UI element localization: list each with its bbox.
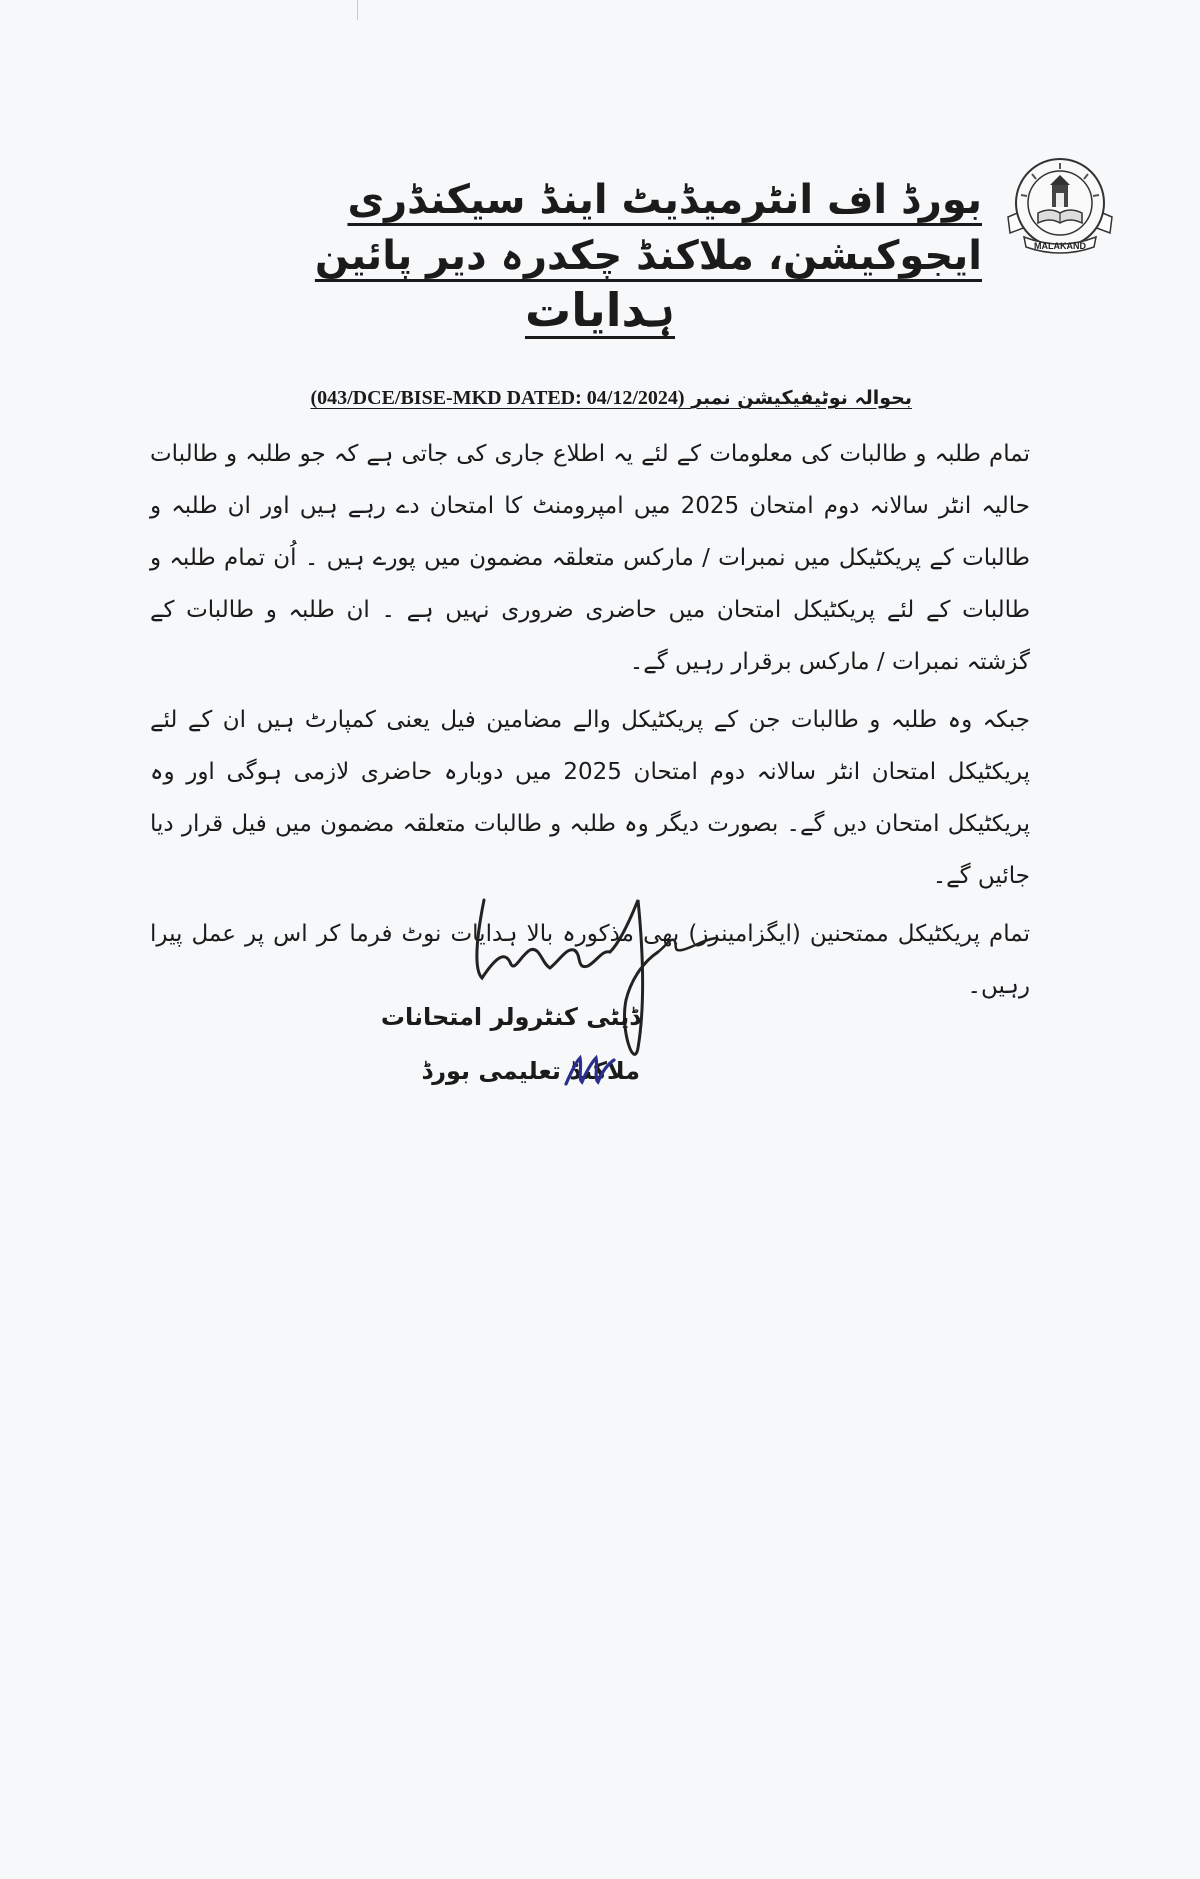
signatory-office: ملاکنڈ تعلیمی بورڈ <box>421 1057 640 1085</box>
logo-text: MALAKAND <box>1034 241 1086 251</box>
board-title: بورڈ اف انٹرمیڈیٹ اینڈ سیکنڈری ایجوکیشن، ملاکنڈ چکدرہ دیر پائین <box>314 177 982 279</box>
fold-line <box>357 0 358 20</box>
notice-paragraph-3: تمام پریکٹیکل ممتحنین (ایگزامینرز) بھی مذکورہ بالا ہدایات نوٹ فرما کر اس پر عمل پیرا رہیں۔ <box>150 921 1030 999</box>
document-header <box>150 150 1120 279</box>
reference-prefix: بحوالہ نوٹیفیکیشن نمبر <box>691 387 912 409</box>
notice-heading <box>0 282 1200 338</box>
board-logo-icon <box>1000 155 1120 265</box>
ink-initials-mark <box>560 1050 620 1090</box>
notice-paragraph-2: جبکہ وہ طلبہ و طالبات جن کے پریکٹیکل والے مضامین فیل یعنی کمپارٹ ہیں ان کے لئے پریکٹیکل امتحان انٹر سالانہ دوم امتحان 2025 میں دوبارہ حاضری لازمی ہوگی اور وہ پریکٹیکل امتحان دیں گے۔ بصورت دیگر وہ طلبہ و طالبات متعلقہ مضمون میں فیل قرار دیا جائیں گے۔ <box>150 707 1030 889</box>
reference-number: (043/DCE/BISE-MKD DATED: 04/12/2024) <box>310 387 685 409</box>
notice-heading-text: ہدایات <box>524 283 676 337</box>
signatory-title: ڈپٹی کنٹرولر امتحانات <box>380 1003 640 1031</box>
notice-paragraph-1: تمام طلبہ و طالبات کی معلومات کے لئے یہ اطلاع جاری کی جاتی ہے کہ جو طلبہ و طالبات حالیہ انٹر سالانہ دوم امتحان 2025 میں امپرومنٹ کا امتحان دے رہے ہیں اور ان طلبہ و طالبات کے پریکٹیکل میں نمبرات / مارکس متعلقہ مضمون میں پورے ہیں ۔ اُن تمام طلبہ و طالبات کے لئے پریکٹیکل امتحان میں حاضری ضروری نہیں ہے ۔ ان طلبہ و طالبات کے گزشتہ نمبرات / مارکس برقرار رہیں گے۔ <box>150 441 1030 675</box>
reference-line <box>300 383 912 413</box>
